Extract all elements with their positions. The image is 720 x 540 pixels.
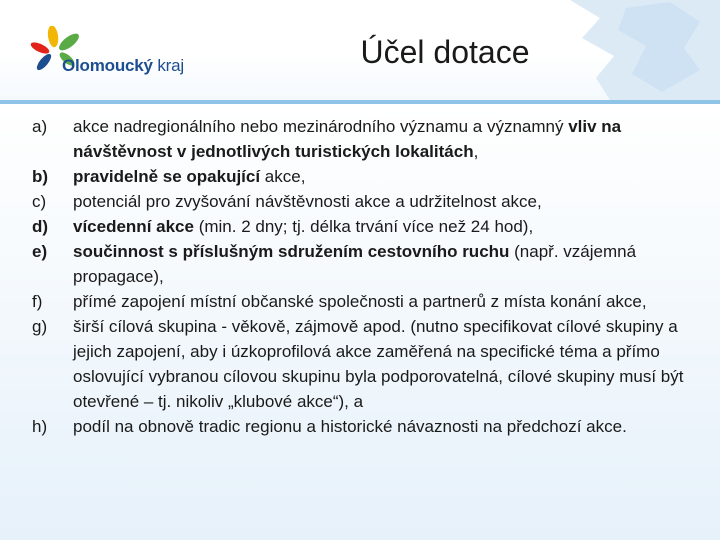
- item-text: přímé zapojení místní občanské společnosti a partnerů z místa konání akce,: [73, 292, 647, 311]
- page-title: Účel dotace: [360, 34, 530, 70]
- slide-header: [0, 0, 720, 100]
- item-text-bold: vícedenní akce: [73, 217, 194, 236]
- list-item-a: [30, 114, 710, 164]
- logo-text: Olomoucký kraj: [62, 56, 184, 75]
- list-item-d: [30, 214, 710, 239]
- list-marker: a): [32, 117, 48, 136]
- item-text: širší cílová skupina - věkově, zájmově apod. (nutno specifikovat cílové skupiny a jejich zapojení, aby i úzkoprofilová akce zaměřená na specifické téma a přímo oslovující vybranou cílovou skupinu byla podporovatelná, cílové skupiny musí být otevřené – tj. nikoliv „klubové akce“), a: [73, 317, 684, 411]
- list-marker: b): [32, 167, 49, 186]
- list-marker: f): [32, 292, 43, 311]
- item-text-bold: pravidelně se opakující: [73, 167, 261, 186]
- item-text: (např. vzájemná propagace),: [73, 242, 637, 286]
- list-marker: h): [32, 417, 48, 436]
- list-marker: d): [32, 217, 49, 236]
- item-text-bold: vliv na návštěvnost v jednotlivých turistických lokalitách: [73, 117, 622, 161]
- item-text: akce nadregionálního nebo mezinárodního významu a významný: [73, 117, 569, 136]
- list-item-e: [30, 239, 710, 289]
- list-item-f: [30, 289, 710, 314]
- list-marker: g): [32, 317, 48, 336]
- purpose-list: [30, 114, 710, 439]
- item-text-bold: součinnost s příslušným sdružením cestovního ruchu: [73, 242, 510, 261]
- item-text: podíl na obnově tradic regionu a historické návaznosti na předchozí akce.: [73, 417, 627, 436]
- list-item-b: [30, 164, 710, 189]
- item-text: potenciál pro zvyšování návštěvnosti akce a udržitelnost akce,: [73, 192, 542, 211]
- list-item-h: [30, 414, 710, 439]
- item-text: akce,: [260, 167, 306, 186]
- item-text: ,: [473, 142, 479, 161]
- list-marker: e): [32, 242, 48, 261]
- list-marker: c): [32, 192, 47, 211]
- list-item-c: [30, 189, 710, 214]
- list-item-g: [30, 314, 710, 414]
- item-text: (min. 2 dny; tj. délka trvání více než 24 hod),: [193, 217, 534, 236]
